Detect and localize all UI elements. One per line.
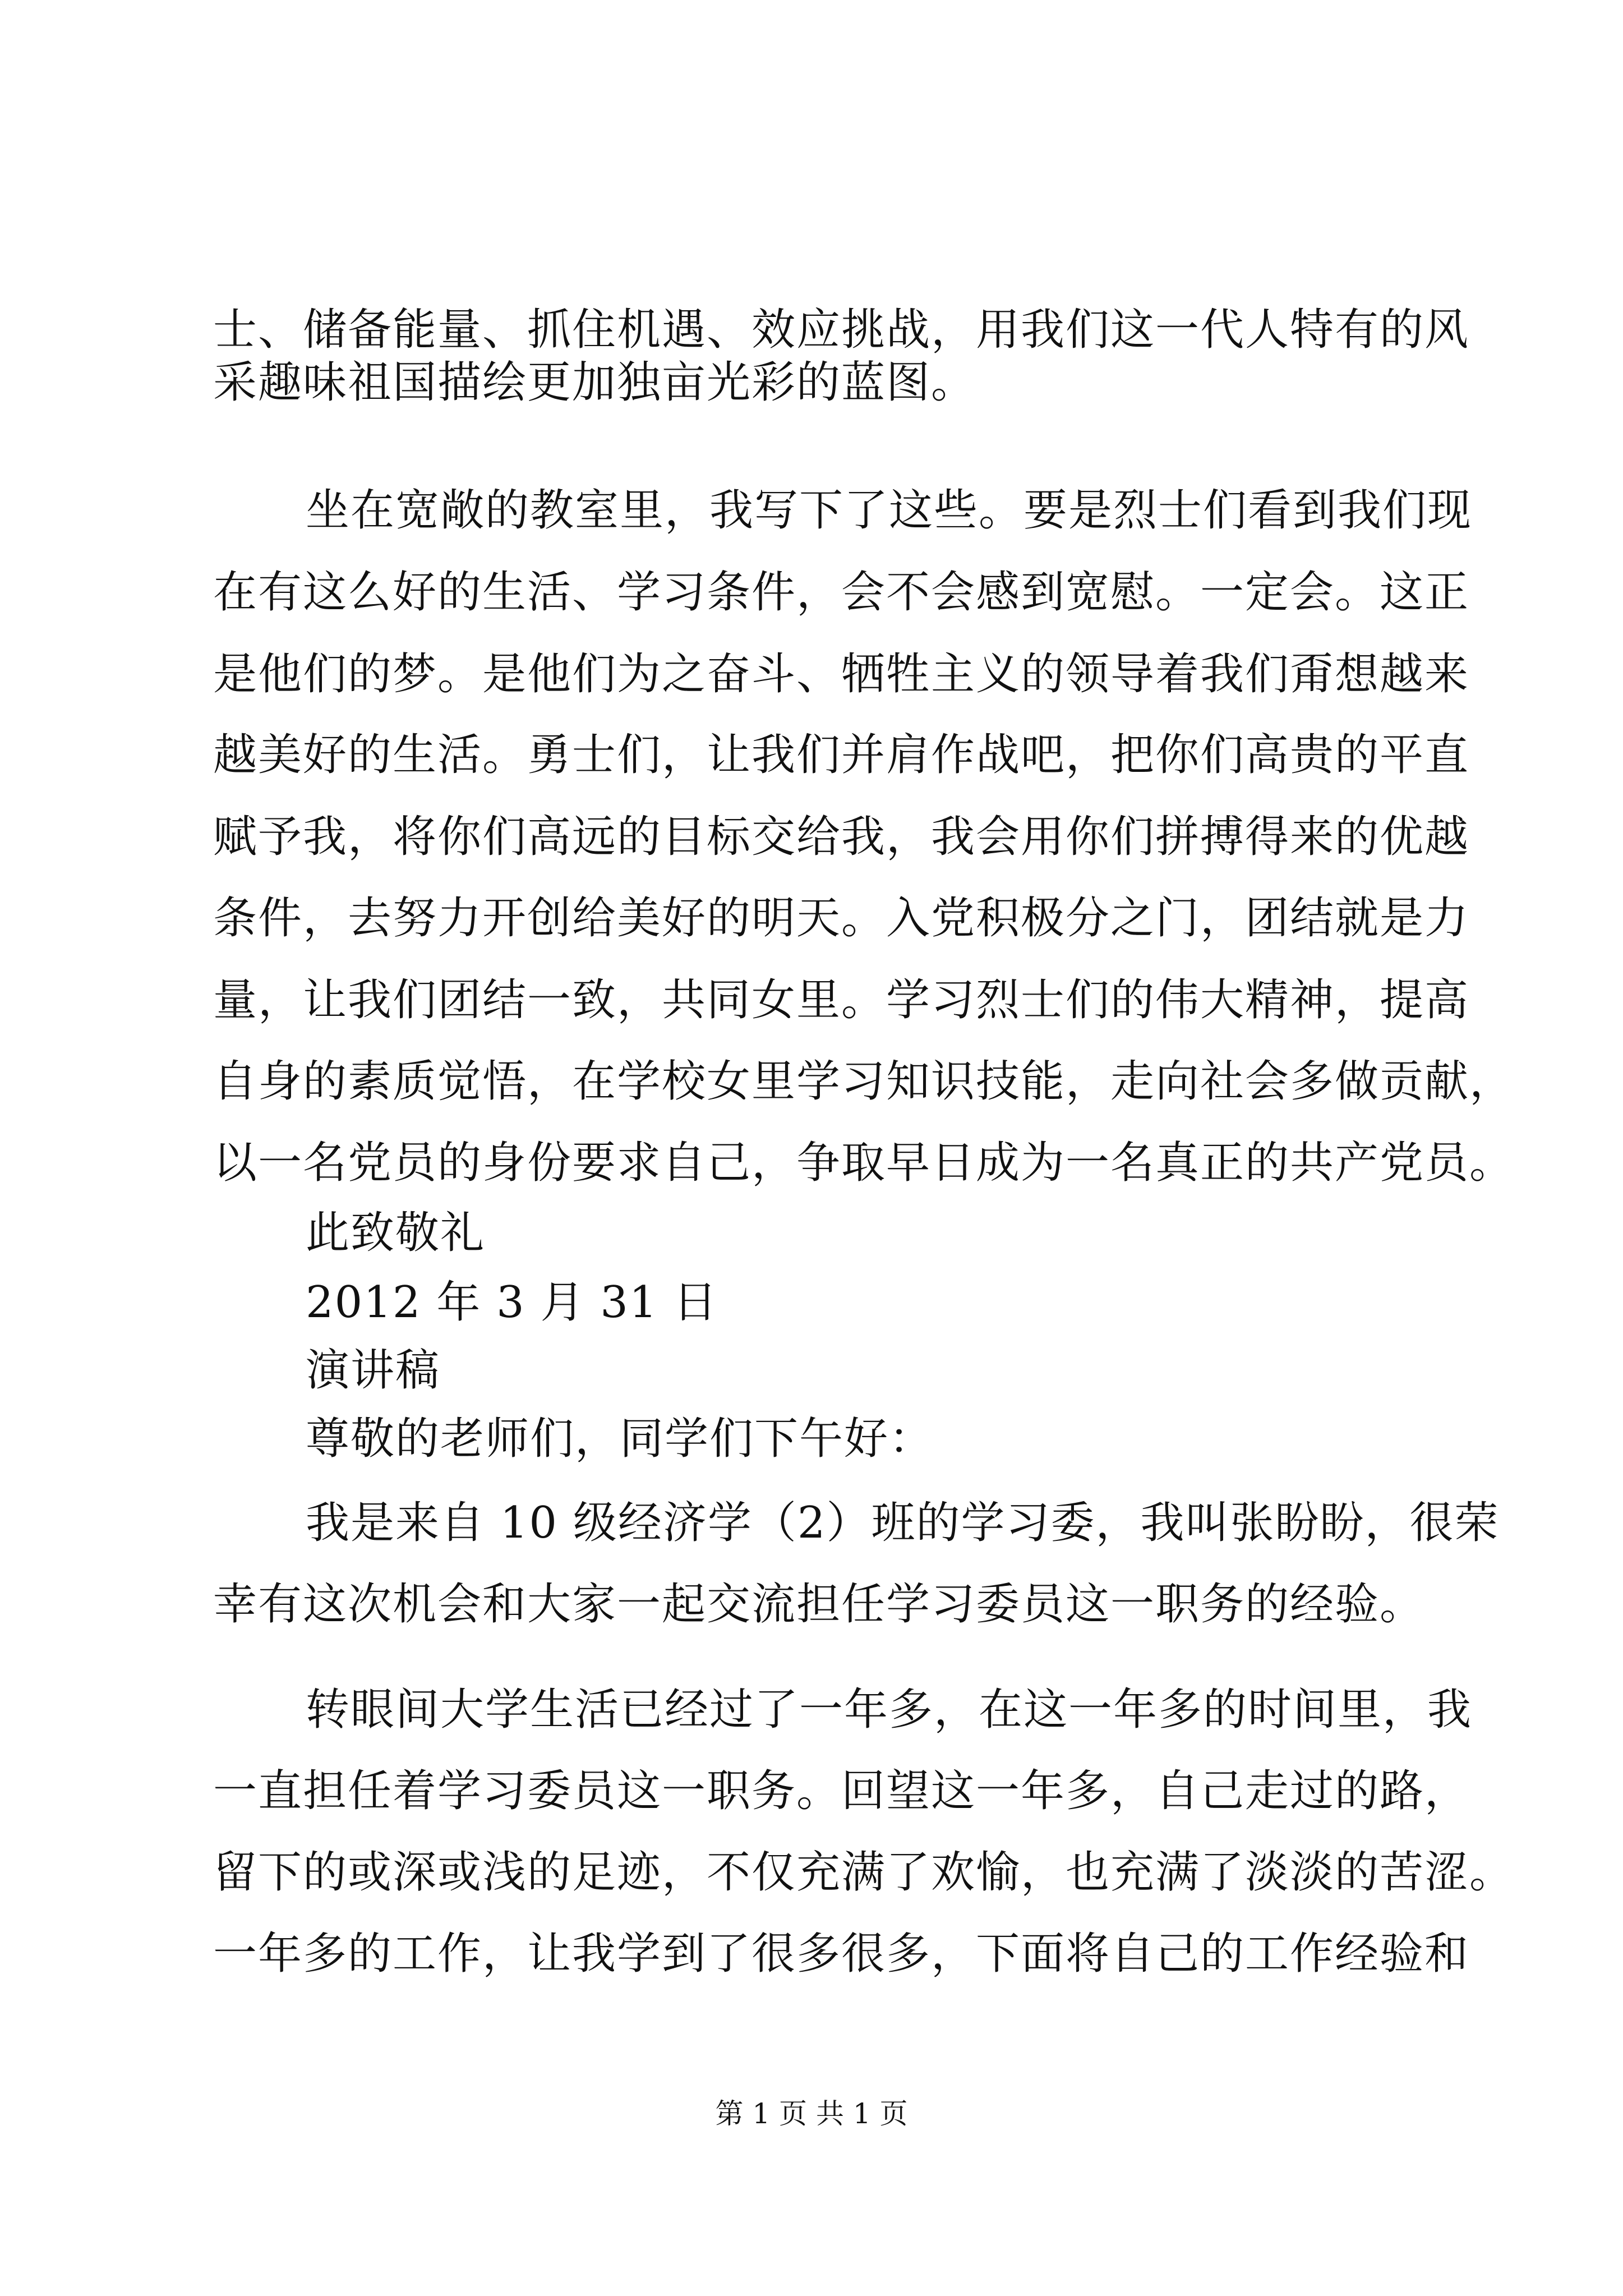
text-line: 一年多的工作，让我学到了很多很多，下面将自己的工作经验和 xyxy=(213,1929,1470,1979)
text-line: 量，让我们团结一致，共同女里。学习烈士们的伟大精神，提高 xyxy=(213,975,1470,1025)
text-line: 越美好的生活。勇士们，让我们并肩作战吧，把你们高贵的平直 xyxy=(213,730,1470,780)
text-line: 以一名党员的身份要求自己，争取早日成为一名真正的共产党员。 xyxy=(213,1138,1515,1188)
date-line: 2012 年 3 月 31 日 xyxy=(306,1277,718,1328)
text-line: 留下的或深或浅的足迹，不仅充满了欢愉，也充满了淡淡的苦涩。 xyxy=(213,1847,1515,1898)
paragraph-start-line: 转眼间大学生活已经过了一年多，在这一年多的时间里，我 xyxy=(306,1685,1473,1735)
paragraph-start-line: 我是来自 10 级经济学（2）班的学习委，我叫张盼盼，很荣 xyxy=(306,1498,1500,1548)
greeting-line: 尊敬的老师们，同学们下午好： xyxy=(306,1414,934,1464)
text-line: 在有这么好的生活、学习条件，会不会感到宽慰。一定会。这正 xyxy=(213,567,1470,618)
text-line: 采趣味祖国描绘更加独亩光彩的蓝图。 xyxy=(213,357,976,408)
text-line: 幸有这次机会和大家一起交流担任学习委员这一职务的经验。 xyxy=(213,1579,1425,1630)
text-line: 一直担任着学习委员这一职务。回望这一年多，自己走过的路， xyxy=(213,1766,1470,1816)
text-line: 条件，去努力开创给美好的明天。入党积极分之门，团结就是力 xyxy=(213,893,1470,944)
page-indicator: 第 1 页 共 1 页 xyxy=(715,2097,908,2130)
section-title: 演讲稿 xyxy=(306,1345,441,1396)
text-line: 赋予我，将你们高远的目标交给我，我会用你们拼搏得来的优越 xyxy=(213,812,1470,862)
text-line: 士、储备能量、抓住机遇、效应挑战，用我们这一代人特有的风 xyxy=(213,305,1470,355)
text-line: 自身的素质觉悟，在学校女里学习知识技能，走向社会多做贡献， xyxy=(213,1056,1515,1107)
paragraph-start-line: 坐在宽敞的教室里，我写下了这些。要是烈士们看到我们现 xyxy=(306,485,1473,536)
salutation-line: 此致敬礼 xyxy=(306,1208,486,1258)
text-line: 是他们的梦。是他们为之奋斗、牺牲主义的领导着我们甭想越来 xyxy=(213,649,1470,700)
